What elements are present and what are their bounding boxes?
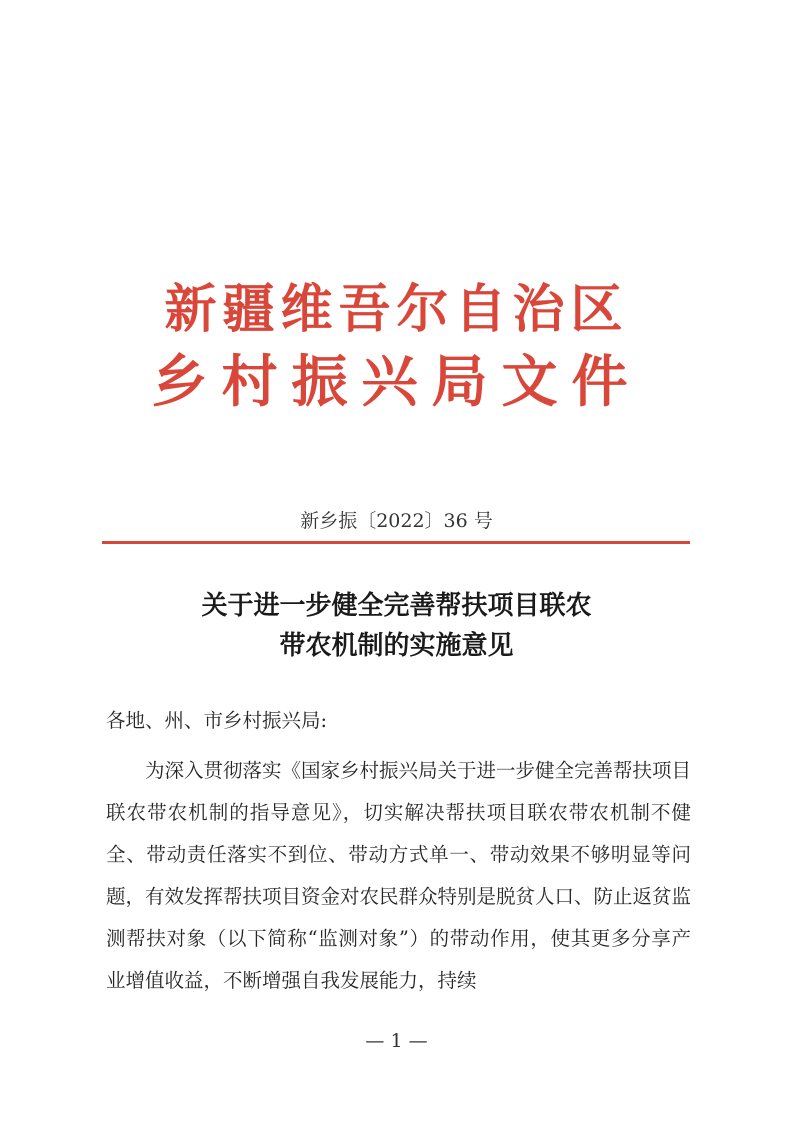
document-title xyxy=(0,586,793,666)
title-line1: 关于进一步健全完善帮扶项目联农 xyxy=(201,591,592,621)
document-number: 新乡振〔2022〕36 号 xyxy=(300,510,493,532)
title-line2: 带农机制的实施意见 xyxy=(279,631,514,661)
red-divider xyxy=(102,541,690,544)
issuer-name-line2: 乡村振兴局文件 xyxy=(151,349,642,415)
issuer-name-line1: 新疆维吾尔自治区 xyxy=(164,279,629,340)
page-number: — 1 — xyxy=(365,1030,428,1052)
salutation: 各地、州、市乡村振兴局: xyxy=(106,709,328,732)
body-paragraph: 为深入贯彻落实《国家乡村振兴局关于进一步健全完善帮扶项目联农带农机制的指导意见》，切实解决帮扶项目联农带农机制不健全、带动责任落实不到位、带动方式单一、带动效果不够明显等问题，有效发挥帮扶项目资金对农民群众特别是脱贫人口、防止返贫监测帮扶对象（以下简称“监测对象”）的带动作用，使其更多分享产业增值收益，不断增强自我发展能力，持续 xyxy=(106,759,692,992)
